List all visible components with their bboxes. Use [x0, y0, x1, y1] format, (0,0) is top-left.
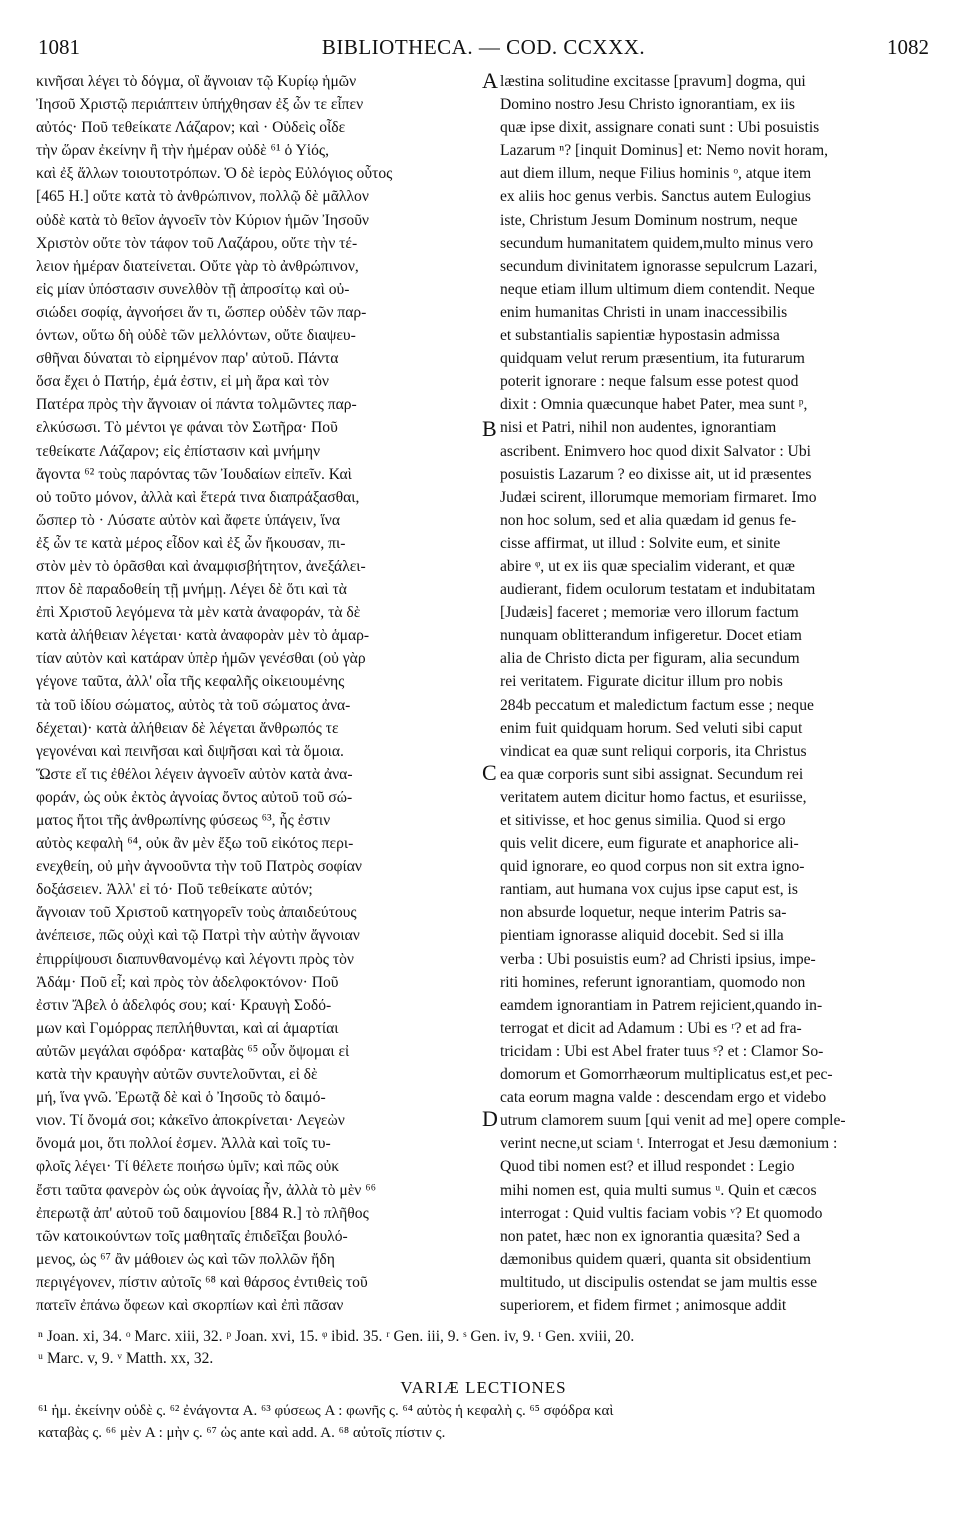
latin-column — [500, 70, 934, 1320]
variants-heading: VARIÆ LECTIONES — [400, 1378, 567, 1397]
latin-text-line: rei veritatem. Figurate dicitur illum pro nobis — [500, 673, 783, 691]
latin-text-line: neque etiam illum ultimum diem contendit. Neque — [500, 280, 815, 298]
latin-text-line: [Judæis] faceret ; memoriæ vero illorum factum — [500, 604, 799, 622]
variant-readings — [38, 1400, 931, 1444]
greek-text-line: αὐτός· Ποῦ τεθείκατε Λάζαρον; καὶ · Οὐδεὶς οἶδε — [36, 119, 346, 137]
latin-text-line: læstina solitudine excitasse [pravum] dogma, qui — [500, 73, 806, 90]
latin-text-line: dæmonibus quidem quæri, quanta sit obsidentium — [500, 1250, 811, 1268]
latin-text-line: quæ ipse dixit, assignare conati sunt : Ubi posuistis — [500, 119, 820, 137]
latin-text-line: 284b peccatum et maledictum factum esse ; neque — [500, 696, 814, 714]
latin-text-line: Domino nostro Jesu Christo ignorantiam, ex iis — [500, 96, 795, 114]
greek-text-line: κατὰ ἀλήθειαν λέγεται· κατὰ ἀναφορὰν μὲν τὸ ἁμαρ- — [36, 627, 370, 645]
greek-text-line: γέγονε ταῦτα, ἀλλ' οἷα τῆς κεφαλῆς οἰκειουμένης — [36, 673, 345, 691]
latin-text-line: Judæi scirent, illorumque memoriam firmaret. Imo — [500, 488, 817, 506]
latin-text-line: ex aliis hoc genus verbis. Sanctus autem Eulogius — [500, 188, 811, 206]
latin-text-line: et sitivisse, et hoc genus similia. Quod si ergo — [500, 812, 786, 829]
latin-text-line: vindicat ea quæ sunt reliqui corporis, ita Christus — [500, 742, 807, 760]
latin-text-line: quidquam velut rerum præsentium, ita futurarum — [500, 350, 805, 368]
latin-text-line: et substantialis sapientiæ hypostasin admissa — [500, 327, 780, 345]
greek-text-line: τὴν ὥραν ἐκείνην ἢ τὴν ἡμέραν οὐδὲ ⁶¹ ὁ Υἱός, — [36, 142, 329, 160]
latin-text-line: dixit : Omnia quæcunque habet Pater, mea sunt ᵖ, — [500, 396, 808, 414]
latin-text-line: cata eorum magna valde : descendam ergo et videbo — [500, 1089, 827, 1107]
greek-text-line: ενεχθείη, οὐ μὴν ἀγνοοῦντα τὴν τοῦ Πατρὸς σοφίαν — [36, 858, 362, 876]
greek-text-line: γεγονέναι καὶ πεινῆσαι καὶ διψῆσαι καὶ τὰ ὅμοια. — [36, 742, 344, 760]
greek-text-line: πτον δὲ παραδοθείη τῇ μνήμῃ. Λέγει δὲ ὅτι καὶ τὰ — [36, 581, 347, 599]
greek-text-line: Χριστὸν οὔτε τὸν τάφον τοῦ Λαζάρου, οὔτε τὴν τέ- — [36, 234, 358, 252]
latin-text-line: non absurde loquetur, neque interim Patris sa- — [500, 904, 787, 922]
greek-text-line: ὅσα ἔχει ὁ Πατήρ, ἐμά ἐστιν, εἰ μὴ ἄρα καὶ τὸν — [36, 373, 329, 391]
greek-text-line: ελκύσωσι. Τὸ μέντοι γε φάναι τὸν Σωτῆρα· Ποῦ — [36, 419, 338, 437]
greek-text-line: λειον ἡμέραν διατείνεται. Οὔτε γὰρ τὸ ἀνθρώπινον, — [36, 257, 359, 275]
greek-text-line: εἰς μίαν ὑπόστασιν συνελθὸν τῇ ἀπροσίτῳ καὶ οὐ- — [36, 280, 350, 298]
greek-text-line: ἐξ ὧν τε κατὰ μέρος εἶδον καὶ ἐξ ὧν ἤκουσαν, πι- — [36, 534, 346, 552]
latin-text-line: enim humanitas Christi in unam inaccessibilis — [500, 303, 788, 321]
greek-text-line: σθῆναι δύναται τὸ εἰρημένον παρ' αὐτοῦ. Πάντα — [36, 350, 339, 368]
latin-text-line: multitudo, ut discipulis ostendat se jam multis esse — [500, 1273, 818, 1291]
reference-line: ⁿ Joan. xi, 34. ᵒ Marc. xiii, 32. ᵖ Joan. xvi, 15. ᵠ ibid. 35. ʳ Gen. iii, 9. ˢ Gen. iv, 9. ᵗ Gen. xviii, 20. — [38, 1328, 635, 1345]
latin-text-line: ascribent. Enimvero hoc quod dixit Salvator : Ubi — [500, 442, 811, 460]
running-header — [38, 30, 929, 64]
left-page-number: 1081 — [38, 34, 80, 59]
latin-text-line: Lazarum ⁿ? [inquit Dominus] et: Nemo novit horam, — [500, 142, 828, 160]
greek-text-line: ἀνέπεισε, πῶς οὐχὶ καὶ τῷ Πατρὶ τὴν αὐτὴν ἄγνοιαν — [36, 927, 360, 945]
running-title: BIBLIOTHECA. — COD. CCXXX. — [321, 34, 646, 59]
latin-text-line: enim fuit quidquam horum. Sed veluti sibi caput — [500, 719, 803, 737]
margin-letter-b: B — [482, 416, 497, 441]
latin-text-line: interrogat : Quid vultis faciam vobis ᵛ? Et quomodo — [500, 1204, 823, 1222]
greek-text-line: τὰ τοῦ ἰδίου σώματος, αὐτὸς τὰ τοῦ σώματος ἀνα- — [36, 696, 351, 714]
greek-text-line: ὄνομά μοι, ὅτι πολλοί ἐσμεν. Ἀλλὰ καὶ τοῖς τυ- — [36, 1135, 331, 1153]
greek-text-line: περιγέγονεν, πίστιν αὐτοῖς ⁶⁸ καὶ θάρσος ἐντιθεὶς τοῦ — [36, 1273, 368, 1291]
greek-text-line: ματος ἤτοι τῆς ἀνθρωπίνης φύσεως ⁶³, ἧς ἐστιν — [36, 812, 331, 829]
latin-text-line: Quod tibi nomen est? et illud respondet : Legio — [500, 1158, 795, 1176]
greek-text-line: ἐπιρρίψουσι διαπυνθανομένῳ καὶ λέγοντι πρὸς τὸν — [36, 950, 354, 968]
greek-text-line: μων καὶ Γομόρρας πεπλήθυνται, καὶ αἱ ἁμαρτίαι — [36, 1019, 339, 1037]
margin-letter-c: C — [482, 760, 497, 785]
latin-text-line: utrum clamorem suum [qui venit ad me] opere comple- — [500, 1112, 846, 1130]
latin-text-line: iste, Christum Jesum Dominum nostrum, neque — [500, 211, 798, 229]
latin-text-line: domorum et Gomorrhæorum multiplicatus est,et pec- — [500, 1066, 833, 1084]
latin-text-line: non patet, hæc non ex ignorantia quæsita? Sed a — [500, 1227, 801, 1245]
greek-text-line: ἄγοντα ⁶² τοὺς παρόντας τῶν Ἰουδαίων εἰπεῖν. Καὶ — [36, 465, 352, 483]
greek-text-line: πατεῖν ἐπάνω ὄφεων καὶ σκορπίων καὶ ἐπὶ πᾶσαν — [36, 1296, 344, 1314]
latin-text-line: eamdem ignorantiam in Patrem rejicient,quando in- — [500, 996, 823, 1014]
latin-text-line: superiorem, et fidem firmet ; animosque addit — [500, 1296, 787, 1314]
latin-text-line: rantiam, aut humana vox cujus ipse caput est, is — [500, 881, 798, 899]
greek-text-line: όντων, οὕτω δὴ οὐδὲ τῶν μελλόντων, οὔτε διαψευ- — [36, 327, 356, 345]
greek-text-line: νιον. Τί ὄνομά σοι; κἀκεῖνο ἀποκρίνεται· Λεγεὼν — [36, 1112, 345, 1130]
variant-line: καταβὰς ς. ⁶⁶ μὲν A : μὴν ς. ⁶⁷ ὡς ante καὶ add. A. ⁶⁸ αὐτοῖς πίστιν ς. — [38, 1425, 446, 1441]
greek-text-line: μή, ἵνα γνῶ. Ἐρωτᾷ δὲ καὶ ὁ Ἰησοῦς τὸ δαιμό- — [36, 1089, 326, 1107]
latin-text-line: nisi et Patri, nihil non audentes, ignorantiam — [500, 419, 777, 437]
latin-text-line: quid ignorare, eo quod corpus non sit extra igno- — [500, 858, 805, 876]
greek-text-line: ἄγνοιαν τοῦ Χριστοῦ κατηγορεῖν τοὺς ἀπαιδεύτους — [36, 904, 357, 922]
latin-text-line: abire ᵠ, ut ex iis quæ specialim viderant, et quæ — [500, 557, 795, 575]
greek-text-line: αὐτῶν μεγάλαι σφόδρα· καταβὰς ⁶⁵ οὖν ὄψομαι εἰ — [36, 1042, 350, 1060]
greek-text-line: Ὥστε εἴ τις ἐθέλοι λέγειν ἀγνοεῖν αὐτὸν κατὰ ἀνα- — [36, 765, 353, 783]
latin-text-line: non hoc solum, sed et alia quædam id genus fe- — [500, 511, 797, 529]
latin-text-line: cisse affirmat, ut illud : Solvite eum, et sinite — [500, 534, 781, 552]
greek-text-line: δέχεται)· κατὰ ἀλήθειαν δὲ λέγεται ἄνθρωπός τε — [36, 719, 339, 737]
latin-text-line: secundum divinitatem ignorasse sepulcrum Lazari, — [500, 257, 818, 275]
greek-text-line: τῶν κατοικούντων τοῖς μαθηταῖς ἐπιδεῖξαι βουλό- — [36, 1227, 348, 1245]
greek-text-line: κινῆσαι λέγει τὸ δόγμα, οἳ ἄγνοιαν τῷ Κυρίῳ ἡμῶν — [36, 73, 357, 90]
greek-text-line: Ἀδάμ· Ποῦ εἶ; καὶ πρὸς τὸν ἀδελφοκτόνον· Ποῦ — [36, 973, 339, 991]
greek-text-line: τεθείκατε Λάζαρον; εἰς ἐπίστασιν καὶ μνήμην — [36, 442, 321, 460]
greek-text-line: ἔστι ταῦτα φανερὸν ὡς οὐκ ἀγνοίας ἦν, ἀλλὰ τὸ μὲν ⁶⁶ — [36, 1181, 377, 1199]
greek-text-line: ἐστιν Ἄβελ ὁ ἀδελφός σου; καί· Κραυγὴ Σοδό- — [36, 996, 332, 1014]
greek-text-line: σιώδει σοφίᾳ, ἀγνοήσει ἄν τι, ὥσπερ οὐδὲν τῶν παρ- — [36, 303, 367, 321]
greek-text-line: αὐτὸς κεφαλὴ ⁶⁴, οὐκ ἂν μὲν ἔξω τοῦ εἰκότος περι- — [36, 835, 354, 853]
latin-text-line: veritatem autem dicitur homo factus, et esuriisse, — [500, 788, 807, 806]
greek-text-line: [465 Η.] οὔτε κατὰ τὸ ἀνθρώπινον, πολλῷ δὲ μᾶλλον — [36, 188, 369, 206]
variant-line: ⁶¹ ἡμ. ἐκείνην οὐδὲ ς. ⁶² ἐνάγοντα A. ⁶³ φύσεως A : φωνῆς ς. ⁶⁴ αὐτὸς ἡ κεφαλὴ ς. ⁶⁵ σφόδρα καὶ — [38, 1403, 614, 1419]
greek-text-line: ὥσπερ τὸ · Λύσατε αὐτὸν καὶ ἄφετε ὑπάγειν, ἵνα — [36, 511, 340, 529]
latin-text-line: quis velit dicere, eum figurate et anaphorice ali- — [500, 835, 799, 853]
latin-text-line: secundum humanitatem quidem,multo minus vero — [500, 234, 814, 252]
greek-text-line: τίαν αὐτὸν καὶ κατάραν ὑπὲρ ἡμῶν γενέσθαι (οὐ γὰρ — [36, 650, 366, 668]
greek-text-line: φοράν, ὡς οὐκ ἐκτὸς ἀγνοίας ὄντος αὐτοῦ τοῦ σώ- — [36, 788, 353, 806]
greek-text-line: μενος, ὡς ⁶⁷ ἂν μάθοιεν ὡς καὶ τῶν πολλῶν ἤδη — [36, 1250, 335, 1268]
greek-text-line: οὐ τοῦτο μόνον, ἀλλὰ καὶ ἕτερά τινα διαπράξασθαι, — [36, 488, 360, 506]
greek-text-line: κατὰ τὴν κραυγὴν αὐτῶν συντελοῦνται, εἰ δὲ — [36, 1066, 318, 1084]
margin-letter-d: D — [482, 1106, 498, 1131]
greek-text-line: στὸν μὲν τὸ ὁρᾶσθαι καὶ ἀναμφισβήτητον, ἀνεξάλει- — [36, 557, 366, 575]
latin-text-line: alia de Christo dicta per figuram, alia secundum — [500, 650, 800, 668]
latin-text-line: verint necne,ut sciam ᵗ. Interrogat et Jesu dæmonium : — [500, 1135, 838, 1153]
scripture-references — [38, 1326, 931, 1370]
margin-letter-a: A — [482, 68, 498, 93]
latin-text-line: ea quæ corporis sunt sibi assignat. Secundum rei — [500, 765, 804, 783]
greek-text-line: Ἰησοῦ Χριστῷ περιάπτειν ὑπήχθησαν ἐξ ὧν τε εἶπεν — [36, 96, 364, 114]
greek-text-line: οὐδὲ κατὰ τὸ θεῖον ἀγνοεῖν τὸν Κύριον ἡμῶν Ἰησοῦν — [36, 211, 369, 229]
latin-text-line: mihi nomen est, quia multi sumus ᵘ. Quin et cæcos — [500, 1181, 817, 1199]
greek-text-line: καὶ ἐξ ἄλλων τοιουτοτρόπων. Ὁ δὲ ἱερὸς Εὐλόγιος οὗτος — [36, 165, 393, 183]
greek-text-line: φλοῖς λέγει· Τί θέλετε ποιήσω ὑμῖν; καὶ πῶς οὐκ — [36, 1158, 340, 1176]
greek-text-line: ἐπὶ Χριστοῦ λεγόμενα τὰ μὲν κατὰ ἀναφοράν, τὰ δὲ — [36, 604, 361, 622]
greek-text-line: ἐπερωτᾷ ἀπ' αὐτοῦ τοῦ δαιμονίου [884 R.] τὸ πλῆθος — [36, 1204, 369, 1222]
latin-text-line: verba : Ubi posuistis eum? ad Christi ipsius, impe- — [500, 950, 816, 968]
right-page-number: 1082 — [887, 34, 929, 59]
latin-text-line: pientiam ignorasse aliquid docebit. Sed si illa — [500, 927, 784, 945]
latin-text-line: poterit ignorare : neque falsum esse potest quod — [500, 373, 799, 391]
latin-text-line: tricidam : Ubi est Abel frater tuus ˢ? et : Clamor So- — [500, 1042, 824, 1060]
reference-line: ᵘ Marc. v, 9. ᵛ Matth. xx, 32. — [38, 1350, 214, 1367]
latin-text-line: nunquam oblitterandum infigeretur. Docet etiam — [500, 627, 802, 645]
greek-text-line: Πατέρα πρὸς τὴν ἄγνοιαν οἱ πάντα τολμῶντες παρ- — [36, 396, 357, 414]
latin-text-line: audierant, fidem oculorum testatam et indubitatam — [500, 581, 816, 599]
greek-text-line: δοξάσειεν. Ἀλλ' εἰ τό· Ποῦ τεθείκατε αὐτόν; — [36, 881, 313, 899]
greek-column — [36, 70, 482, 1320]
latin-text-line: terrogat et dicit ad Adamum : Ubi es ʳ? et ad fra- — [500, 1019, 802, 1037]
latin-text-line: aut diem illum, neque Filius hominis ᵒ, atque item — [500, 165, 812, 183]
latin-text-line: posuistis Lazarum ? eo dixisse ait, ut id præsentes — [500, 465, 812, 483]
latin-text-line: riti homines, referunt ignorantiam, quomodo non — [500, 973, 806, 991]
